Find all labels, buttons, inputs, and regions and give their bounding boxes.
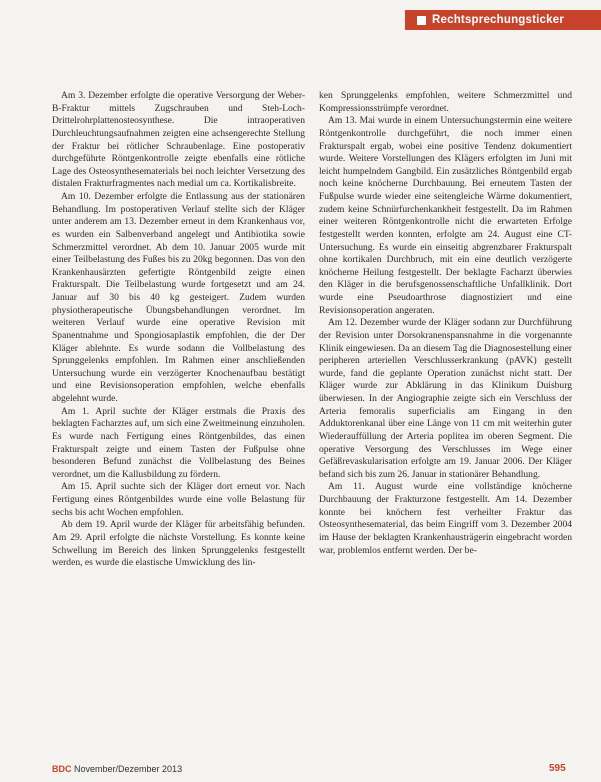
left-column <box>52 90 305 760</box>
header-square-icon <box>417 16 426 25</box>
paragraph: Am 1. April suchte der Kläger erstmals die Praxis des beklagten Facharztes auf, um sich eine Zweitmeinung einzuholen. Es wurde nach Fertigung eines Röntgenbildes, das einen Frakturspalt zeigte und einem Tasten der Fußpulse ohne besonderen Befund zunächst die Vollbelastung des Beines verordnet, um die Kallusbildung zu fördern. <box>52 405 305 480</box>
paragraph: Am 12. Dezember wurde der Kläger sodann zur Durchführung der Revision unter Dorsokranenspansnahme in die vorgenannte Klinik eingewiesen. Da an diesem Tag die Diagnosestellung einer peripheren arteriellen Verschlusserkrankung (pAVK) gestellt wurde, fand die geplante Operation zunächst nicht statt. Der Kläger wurde zur Abklärung in das Klinikum Duisburg überwiesen. In der Angiographie zeigte sich ein Verschluss der Arteria femoralis superficialis am Eingang in den Adduktorenkanal über eine Länge von 11 cm mit weiterhin guter Wiederauffüllung der Arteria poplitea im oberen Segment. Die operative Versorgung des Verschlusses im Wege einer Gefäßrevaskularisation erfolgte am 19. Januar 2006. Der Kläger befand sich bis zum 26. Januar in stationärer Behandlung. <box>319 317 572 480</box>
right-column <box>319 90 572 760</box>
article-body <box>52 90 572 760</box>
paragraph: Am 11. August wurde eine vollständige knöcherne Durchbauung der Frakturzone festgestellt. Am 14. Dezember konnte bei knöchern fest verheilter Fraktur das Osteosynthesematerial, das beim Eingriff vom 3. Dezember 2004 im Hause der beklagten Krankenhausträgerin eingebracht worden war, problemlos entfernt werden. Der be- <box>319 481 572 556</box>
paragraph: ken Sprunggelenks empfohlen, weitere Schmerzmittel und Kompressionsstrümpfe verordnet. <box>319 90 572 114</box>
page-number: 595 <box>549 763 566 774</box>
paragraph: Am 13. Mai wurde in einem Untersuchungstermin eine weitere Röntgenkontrolle durchgeführt, die noch immer einen Frakturspalt ergab, wobei eine positive Tendenz dokumentiert wurde. Weitere Vorstellungen des Klägers erfolgten im Juni mit leicht humpelndem Gangbild. Ein zusätzliches Röntgenbild ergab noch keine knöcherne Durchbauung. Bei erneutem Tasten der Fußpulse wurde wieder eine seitengleiche Wärme dokumentiert, zudem keine Schnürfurchenkankheit festgestellt. Da im Rahmen einer weiteren Röntgenkontrolle nicht die erwarteten Erfolge festgestellt werden konnten, erfolgte am 24. August eine CT-Untersuchung. Es wurde ein einseitig abgrenzbarer Frakturspalt ohne kortikalen Durchbruch, mit ein eine deutlich verzögerte knöcherne Heilung festgestellt. Der beklagte Facharzt überwies den Kläger in die berufsgenossenschaftliche Unfallklinik. Dort wurde eine Pseudoarthrose diagnostiziert und eine Revisionsoperation angeraten. <box>319 115 572 316</box>
paragraph: Am 15. April suchte sich der Kläger dort erneut vor. Nach Fertigung eines Röntgenbildes wurde eine volle Belastung für sechs bis acht Wochen empfohlen. <box>52 481 305 518</box>
paragraph: Ab dem 19. April wurde der Kläger für arbeitsfähig befunden. Am 29. April erfolgte die nächste Vorstellung. Es konnte keine Schwellung im Bereich des linken Sprunggelenks festgestellt werden, es wurde die elastische Umwicklung des lin- <box>52 519 305 569</box>
paragraph: Am 10. Dezember erfolgte die Entlassung aus der stationären Behandlung. Im postoperativen Verlauf stellte sich der Kläger unter anderem am 13. Dezember erneut in dem Krankenhaus vor, es wurden ein Salbenverband angelegt und Antibiotika sowie Schmerzmittel verordnet. Ab dem 10. Januar 2005 wurde mit einer Teilbelastung des Fußes bis zu 20kg begonnen. Das von den Krankenhausärzten gefertigte Röntgenbild zeigte einen Frakturspalt. Die Teilbelastung wurde fortgesetzt und am 24. Januar auf 30 bis 40 kg gesteigert. Zudem wurden physiotherapeutische Übungsbehandlungen verordnet. Im weiteren Verlauf wurde eine operative Revision mit Spanentnahme und Spongiosaplastik empfohlen, die der Der Kläger ablehnte. Es wurde sodann die Vollbelastung des Sprunggelenks empfohlen. Im Rahmen einer anschließenden Untersuchung wurde ein verzögerter Knochenaufbau bestätigt und eine Revisionsoperation empfohlen, welche ebenfalls abgelehnt wurde. <box>52 191 305 404</box>
footer-brand: BDC <box>52 764 72 774</box>
page-footer <box>52 764 182 774</box>
footer-issue: November/Dezember 2013 <box>74 764 183 774</box>
paragraph: Am 3. Dezember erfolgte die operative Versorgung der Weber-B-Fraktur mittels Zugschrauben und Steh-Loch-Drittelrohrplattenosteosynthese. Die intraoperativen Durchleuchtungsaufnahmen zeigten eine achsengerechte Stellung der Fraktur bei rötlicher Schraubenlage. Eine postoperativ durchgeführte Röntgenkontrolle zeigte ebenfalls eine rötliche Lage des Osteosynthesematerials bei noch leichter Versetzung des distalen Frakturfragmentes nach medial um ca. Kortikalisbreite. <box>52 90 305 190</box>
section-title: Rechtsprechungsticker <box>432 14 565 26</box>
section-header-tag <box>405 10 601 30</box>
